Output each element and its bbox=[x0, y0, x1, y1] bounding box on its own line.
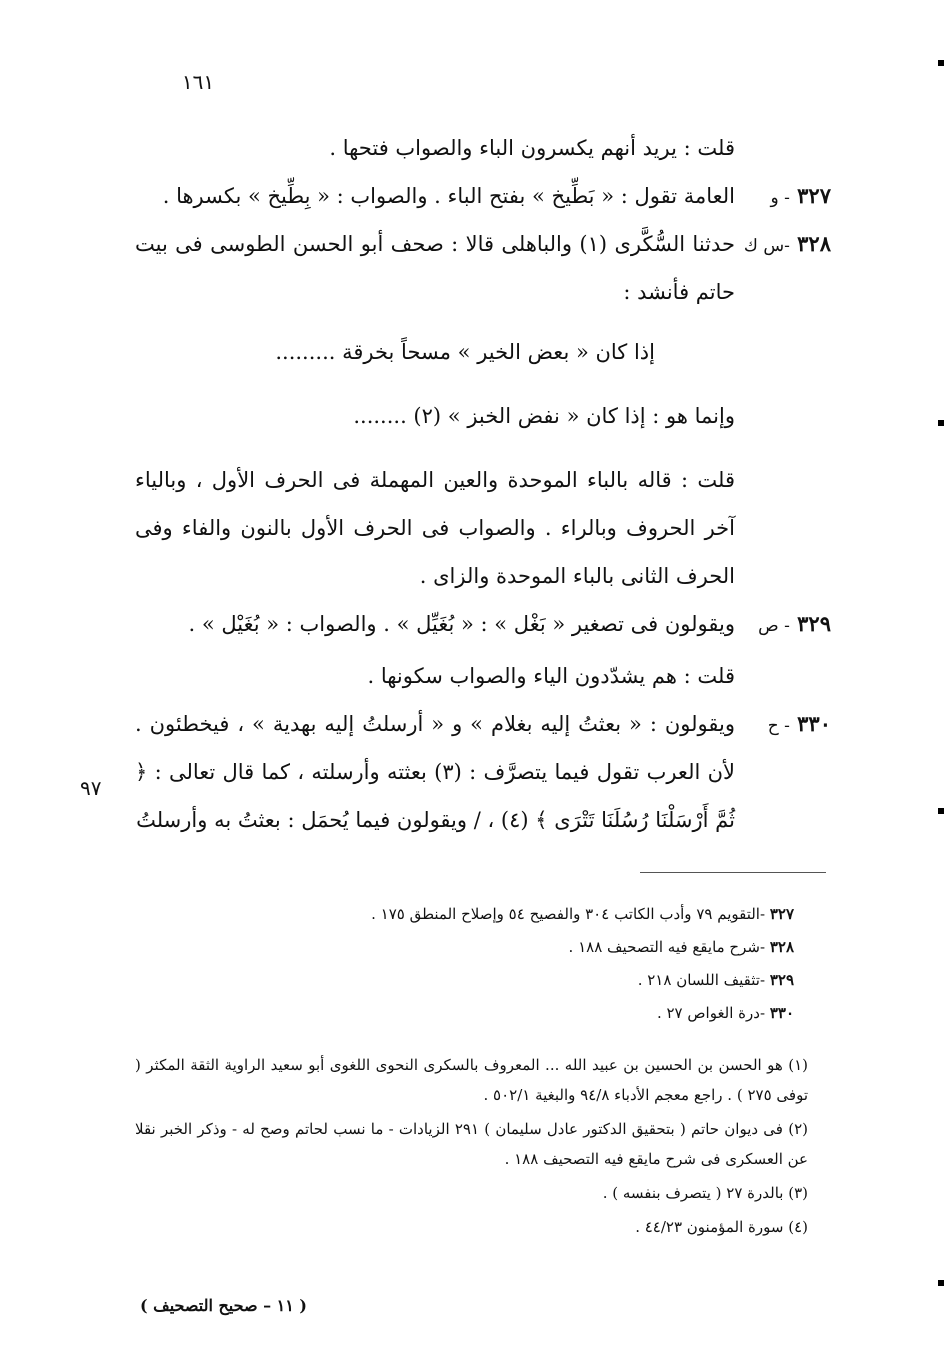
entry-text-329: ويقولون فى تصغير « بَغْل » : « بُغَيِّل » . والصواب : « بُغَيْل » . bbox=[188, 612, 735, 636]
entry-329 bbox=[135, 600, 831, 648]
footnote-4: (٤) سورة المؤمنون ٤٤/٢٣ . bbox=[635, 1218, 808, 1236]
entry-num-328: ٣٢٨ bbox=[797, 231, 831, 256]
source-references bbox=[174, 898, 794, 1030]
edge-mark bbox=[938, 1280, 944, 1286]
ref-number: ٣٢٧ bbox=[769, 905, 794, 923]
footnote-1: (١) هو الحسن بن الحسين بن عبيد الله ... المعروف بالسكرى النحوى اللغوى أبو سعيد الراوية الثقة المكثر ( توفى ٢٧٥ ) . راجع معجم الأدباء ٩٤/٨ والبغية ٥٠٢/١ . bbox=[135, 1056, 808, 1104]
entry-number bbox=[741, 600, 831, 650]
main-text bbox=[135, 124, 831, 844]
commentary-paragraph: قلت : قاله بالباء الموحدة والعين المهملة فى الحرف الأول ، وبالياء آخر الحروف وبالراء . والصواب فى الحرف الأول بالنون والفاء وفى الحرف الثانى بالباء الموحدة والزاى . bbox=[135, 468, 735, 588]
footnote-3: (٣) بالدرة ٢٧ ( يتصرف بنفسه ) . bbox=[602, 1184, 808, 1202]
entry-num-330: ٣٣٠ bbox=[797, 711, 831, 736]
ref-text: -درة الغواص ٢٧ . bbox=[656, 1004, 766, 1022]
intro-line: قلت : يريد أنهم يكسرون الباء والصواب فتحها . bbox=[329, 136, 735, 160]
entry-number bbox=[741, 700, 831, 750]
ref-line bbox=[174, 997, 794, 1030]
entry-330 bbox=[135, 700, 831, 844]
entry-number bbox=[741, 172, 831, 222]
margin-page-number: ٩٧ bbox=[80, 776, 102, 800]
entry-text-330: ويقولون : « بعثتُ إليه بغلام » و « أرسلتُ إليه بهدية » ، فيخطئون . لأن العرب تقول فيما يتصرَّف : (٣) بعثته وأرسلته ، كما قال تعالى : ﴿ ثُمَّ أَرْسَلْنَا رُسُلَنَا تَتْرَى ﴾ (٤) ، / ويقولون فيما يُحمَل : بعثتُ به وأرسلتُ bbox=[135, 712, 735, 832]
entry-327 bbox=[135, 172, 831, 220]
verse-line-1: إذا كان « بعض الخير » مسحاً بخرقة ......... bbox=[275, 340, 655, 364]
commentary-line: قلت : هم يشدّدون الياء والصواب سكونها . bbox=[367, 664, 735, 688]
ref-text: -التقويم ٧٩ وأدب الكاتب ٣٠٤ والفصيح ٥٤ وإصلاح المنطق ١٧٥ . bbox=[371, 905, 766, 923]
ref-text: -شرح مايقع فيه التصحيف ١٨٨ . bbox=[568, 938, 766, 956]
page-number: ١٦١ bbox=[181, 70, 215, 94]
ref-number: ٣٢٨ bbox=[769, 938, 794, 956]
ref-line bbox=[174, 964, 794, 997]
ref-line bbox=[174, 931, 794, 964]
entry-num-327: ٣٢٧ bbox=[797, 183, 831, 208]
entry-328 bbox=[135, 220, 831, 316]
entry-text-327: العامة تقول : « بَطِّيخ » بفتح الباء . والصواب : « بِطِّيخ » بكسرها . bbox=[162, 184, 735, 208]
verse-line-2: وإنما هو : إذا كان « نفض الخبز » (٢) ........ bbox=[353, 404, 735, 428]
ref-number: ٣٣٠ bbox=[769, 1004, 794, 1022]
ref-number: ٣٢٩ bbox=[769, 971, 794, 989]
ref-text: -تثقيف اللسان ٢١٨ . bbox=[637, 971, 766, 989]
edge-mark bbox=[938, 808, 944, 814]
ref-line bbox=[174, 898, 794, 931]
entry-tag-330: - ح bbox=[767, 716, 790, 736]
entry-tag-328: -س ك bbox=[743, 236, 790, 256]
footnote-divider bbox=[640, 872, 826, 873]
entry-num-329: ٣٢٩ bbox=[797, 611, 831, 636]
edge-mark bbox=[938, 60, 944, 66]
entry-number bbox=[741, 220, 831, 270]
footnote-2: (٢) فى ديوان حاتم ( بتحقيق الدكتور عادل سليمان ) ٢٩١ الزيادات - ما نسب لحاتم وصح له - وذكر الخبر نقلا عن العسكرى فى شرح مايقع فيه التصحيف ١٨٨ . bbox=[135, 1120, 808, 1168]
entry-tag-327: - و bbox=[770, 188, 790, 208]
entry-text-328: حدثنا السُّكَّرى (١) والباهلى قالا : صحف أبو الحسن الطوسى فى بيت حاتم فأنشد : bbox=[135, 232, 736, 304]
signature-mark: ( ١١ – صحيح التصحيف ) bbox=[140, 1296, 307, 1315]
entry-tag-329: - ص bbox=[758, 616, 790, 636]
footnotes bbox=[135, 1050, 808, 1246]
edge-mark bbox=[938, 420, 944, 426]
